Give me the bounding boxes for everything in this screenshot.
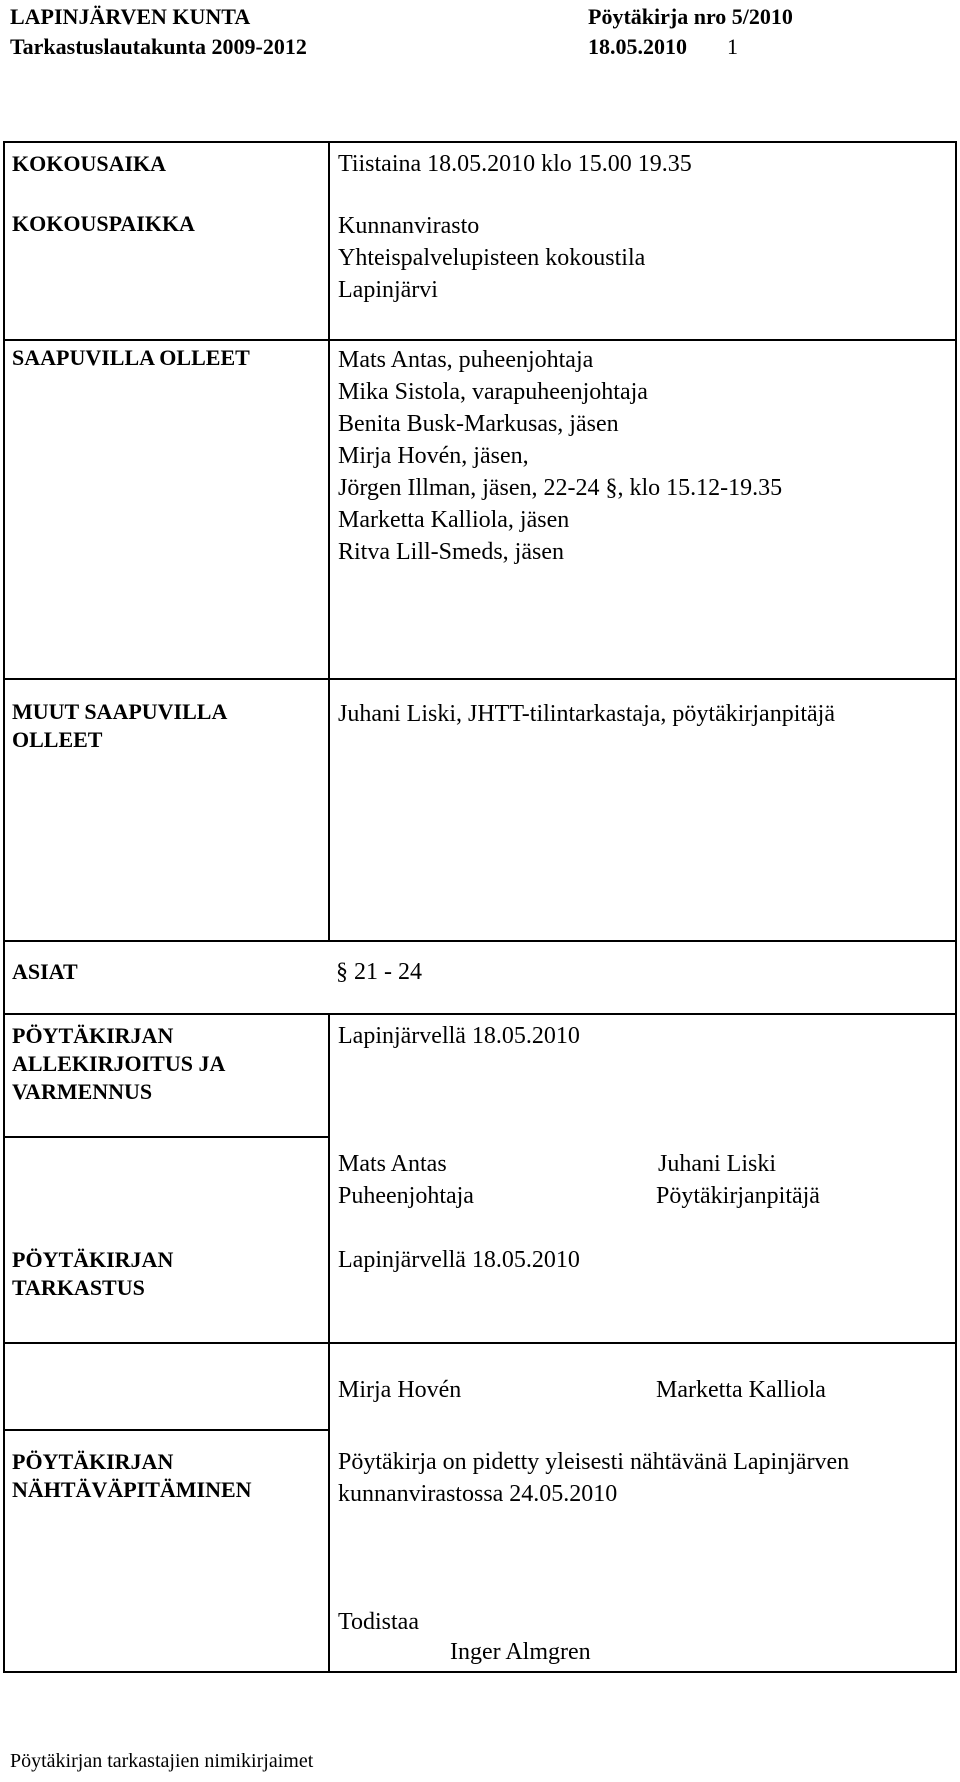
signer2-name: Juhani Liski: [658, 1151, 776, 1177]
label-signing-2: ALLEKIRJOITUS JA: [12, 1051, 226, 1076]
label-review-2: TARKASTUS: [12, 1275, 145, 1300]
certifier-name: Inger Almgren: [450, 1639, 591, 1665]
member-line: Jörgen Illman, jäsen, 22-24 §, klo 15.12-19.35: [338, 475, 783, 501]
label-display: PÖYTÄKIRJAN: [12, 1449, 174, 1474]
meeting-time-value: Tiistaina 18.05.2010 klo 15.00 19.35: [338, 151, 692, 177]
minutes-number: Pöytäkirja nro 5/2010: [588, 4, 793, 29]
member-line: Benita Busk-Markusas, jäsen: [338, 411, 619, 437]
label-signing: PÖYTÄKIRJAN: [12, 1023, 174, 1048]
items-value: § 21 - 24: [336, 959, 422, 985]
label-meeting-time: KOKOUSAIKA: [12, 151, 167, 176]
label-display-2: NÄHTÄVÄPITÄMINEN: [12, 1477, 252, 1502]
certify-label: Todistaa: [338, 1609, 419, 1635]
signing-place-date: Lapinjärvellä 18.05.2010: [338, 1023, 580, 1049]
meeting-place-line: Yhteispalvelupisteen kokoustila: [338, 245, 646, 271]
display-text-line1: Pöytäkirja on pidetty yleisesti nähtävänä Lapinjärven: [338, 1449, 850, 1475]
label-others-present: MUUT SAAPUVILLA: [12, 699, 228, 724]
footer-initials-note: Pöytäkirjan tarkastajien nimikirjaimet: [10, 1750, 314, 1772]
reviewer2-name: Marketta Kalliola: [656, 1377, 826, 1403]
display-text-line2: kunnanvirastossa 24.05.2010: [338, 1481, 618, 1507]
member-line: Mika Sistola, varapuheenjohtaja: [338, 379, 648, 405]
municipality-name: LAPINJÄRVEN KUNTA: [10, 4, 251, 29]
review-place-date: Lapinjärvellä 18.05.2010: [338, 1247, 580, 1273]
label-present: SAAPUVILLA OLLEET: [12, 345, 250, 370]
others-present-value: Juhani Liski, JHTT-tilintarkastaja, pöytäkirjanpitäjä: [338, 701, 836, 727]
label-review: PÖYTÄKIRJAN: [12, 1247, 174, 1272]
board-name: Tarkastuslautakunta 2009-2012: [10, 34, 307, 59]
member-line: Marketta Kalliola, jäsen: [338, 507, 570, 533]
minutes-date: 18.05.2010: [588, 34, 687, 59]
label-items: ASIAT: [12, 959, 78, 984]
reviewer1-name: Mirja Hovén: [338, 1377, 462, 1403]
label-others-present-2: OLLEET: [12, 727, 103, 752]
label-meeting-place: KOKOUSPAIKKA: [12, 211, 195, 236]
member-line: Mats Antas, puheenjohtaja: [338, 347, 594, 373]
signer2-role: Pöytäkirjanpitäjä: [656, 1183, 820, 1209]
member-line: Ritva Lill-Smeds, jäsen: [338, 539, 564, 565]
page-number: 1: [727, 34, 738, 59]
label-signing-3: VARMENNUS: [12, 1079, 153, 1104]
member-line: Mirja Hovén, jäsen,: [338, 443, 529, 469]
meeting-place-line: Kunnanvirasto: [338, 213, 480, 239]
signer1-name: Mats Antas: [338, 1151, 447, 1177]
meeting-place-line: Lapinjärvi: [338, 277, 438, 303]
signer1-role: Puheenjohtaja: [338, 1183, 474, 1209]
